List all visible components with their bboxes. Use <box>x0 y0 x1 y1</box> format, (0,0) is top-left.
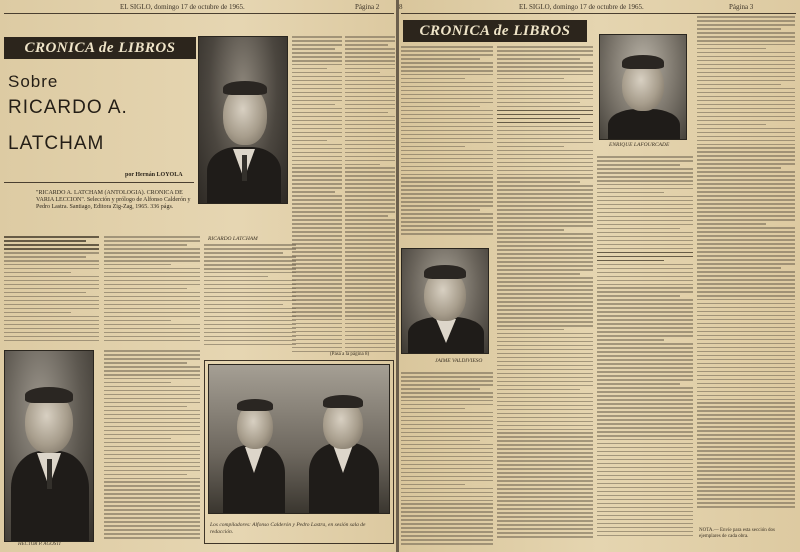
continued-note: (Pasa a la página 8) <box>330 352 370 357</box>
right-body-col-1b <box>401 372 493 550</box>
left-page <box>0 0 397 552</box>
valdivieso-photo <box>401 248 489 354</box>
right-page <box>399 0 800 552</box>
right-body-col-2 <box>497 46 593 550</box>
left-body-col-1 <box>4 236 99 346</box>
group-photo-caption: Los compiladores: Alfonso Calderón y Pedro Lastra, en sesión sala de redacción. <box>210 522 366 535</box>
left-body-col-5 <box>345 36 395 356</box>
left-section-banner: CRONICA de LIBROS <box>4 37 196 59</box>
right-section-banner: CRONICA de LIBROS <box>403 20 587 42</box>
left-body-col-4 <box>292 36 342 356</box>
headline-sobre: Sobre <box>8 72 59 91</box>
agosti-photo <box>4 350 94 542</box>
left-page-number: Página 2 <box>355 3 380 11</box>
book-info: "RICARDO A. LATCHAM (ANTOLOGIA). CRONICA DE VARIA LECCION". Selección y prólogo de Alfonso Calderón y Pedro Lastra. Santiago, Editora Zig-Zag, 1965. 336 págs. <box>36 190 191 210</box>
left-head-rule <box>4 13 394 14</box>
right-page-label: Página 3 <box>729 3 754 11</box>
byline: por Hernán LOYOLA <box>125 172 183 178</box>
left-body-col-3 <box>204 244 296 352</box>
agosti-caption: HECTOR P. AGOSTI <box>18 542 61 547</box>
headline-name-line-1: RICARDO A. <box>8 97 128 118</box>
lafourcade-photo <box>599 34 687 140</box>
headline-name-line-2: LATCHAM <box>8 133 105 154</box>
right-page-number: 8 <box>399 3 403 11</box>
right-body-col-1a <box>401 46 493 246</box>
lafourcade-caption: ENRIQUE LAFOURCADE <box>609 142 670 148</box>
byline-rule <box>4 182 194 183</box>
nota-footer: NOTA.— Envíe para esta sección dos ejemplares de cada obra. <box>699 528 775 539</box>
latcham-portrait-photo <box>198 36 288 204</box>
compilers-group-photo <box>208 364 390 514</box>
right-head-rule <box>401 13 796 14</box>
left-body-col-2b <box>104 350 200 550</box>
right-body-col-3 <box>597 156 693 550</box>
latcham-caption: RICARDO LATCHAM <box>208 236 258 242</box>
right-running-head: EL SIGLO, domingo 17 de octubre de 1965. <box>519 3 644 11</box>
valdivieso-caption: JAIME VALDIVIESO <box>435 358 483 364</box>
right-body-col-4 <box>697 16 795 516</box>
left-running-head: EL SIGLO, domingo 17 de octubre de 1965. <box>120 3 245 11</box>
left-body-col-2 <box>104 236 200 346</box>
